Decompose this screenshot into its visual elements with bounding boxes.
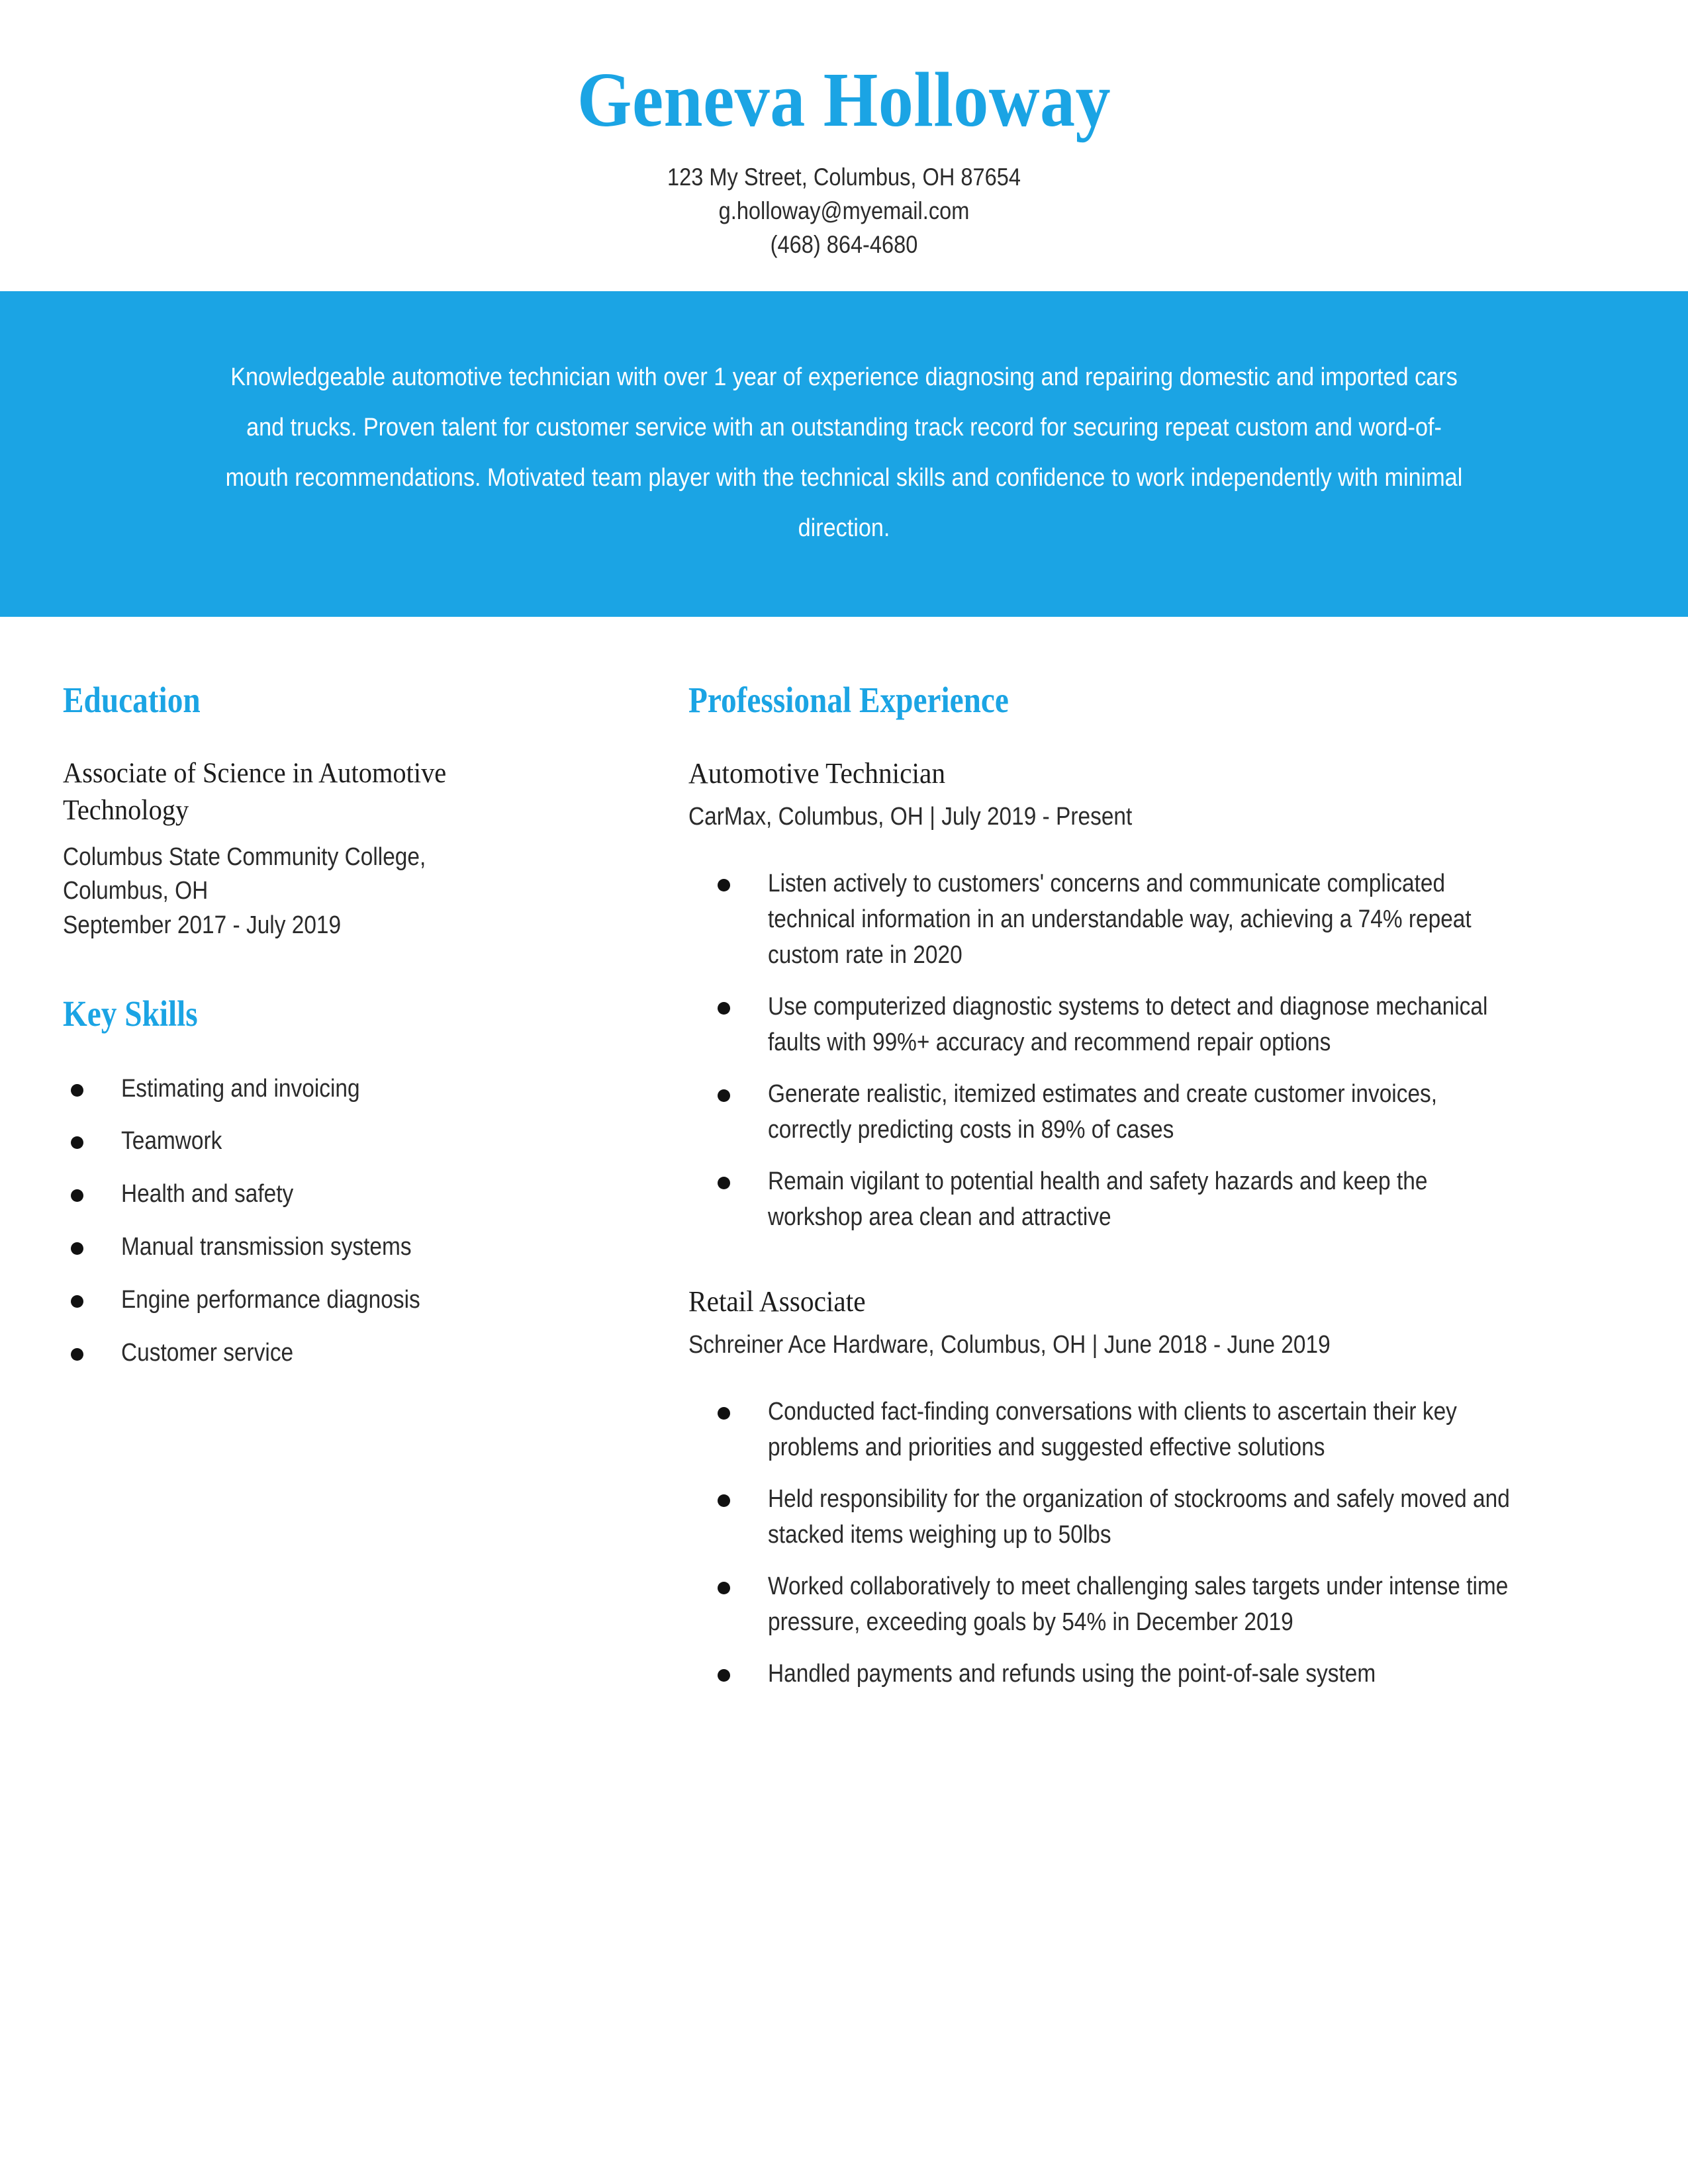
education-dates: September 2017 - July 2019	[63, 911, 342, 939]
job-meta: CarMax, Columbus, OH | July 2019 - Present	[688, 802, 1133, 831]
education-location: Columbus, OH	[63, 877, 209, 905]
list-item	[688, 1164, 1625, 1236]
skill-label: Customer service	[121, 1339, 294, 1367]
list-item	[688, 1657, 1625, 1692]
resume-body	[0, 680, 1688, 1708]
professional-summary-band	[0, 291, 1688, 617]
experience-entry	[688, 755, 1625, 1236]
list-item	[688, 866, 1625, 974]
skill-label: Teamwork	[121, 1127, 222, 1156]
candidate-name: Geneva Holloway	[577, 56, 1111, 143]
right-column	[586, 680, 1625, 1708]
education-heading: Education	[63, 680, 201, 721]
list-item	[63, 1177, 586, 1212]
contact-details	[101, 160, 1587, 261]
contact-address: 123 My Street, Columbus, OH 87654	[667, 163, 1021, 191]
list-item	[688, 1394, 1625, 1466]
job-responsibilities-list	[688, 866, 1625, 1236]
job-meta: Schreiner Ace Hardware, Columbus, OH | June 2018 - June 2019	[688, 1330, 1331, 1359]
skill-label: Engine performance diagnosis	[121, 1286, 420, 1314]
key-skills-list	[63, 1071, 586, 1372]
responsibility-text: Held responsibility for the organization of stockrooms and safely moved and stacked items weighing up to 50lbs	[768, 1484, 1510, 1549]
job-title: Automotive Technician	[688, 756, 946, 790]
list-item	[63, 1283, 586, 1318]
responsibility-text: Worked collaboratively to meet challenging sales targets under intense time pressure, exceeding goals by 54% in December 2019	[768, 1572, 1509, 1636]
education-degree: Associate of Science in Automotive Technology	[63, 757, 447, 827]
education-meta	[63, 841, 523, 942]
key-skills-heading: Key Skills	[63, 993, 198, 1034]
list-item	[63, 1124, 586, 1160]
education-entry	[63, 755, 586, 942]
responsibility-text: Listen actively to customers' concerns and communicate complicated technical information in an understandable way, achieving a 74% repeat custom rate in 2020	[768, 870, 1472, 969]
contact-phone[interactable]: (468) 864-4680	[770, 231, 918, 259]
contact-email[interactable]: g.holloway@myemail.com	[718, 197, 970, 225]
experience-heading: Professional Experience	[688, 680, 1009, 721]
left-column	[63, 680, 586, 1388]
responsibility-text: Use computerized diagnostic systems to detect and diagnose mechanical faults with 99%+ accuracy and recommend repair options	[768, 992, 1488, 1056]
experience-entry	[688, 1283, 1625, 1692]
responsibility-text: Generate realistic, itemized estimates and create customer invoices, correctly predicting costs in 89% of cases	[768, 1079, 1438, 1144]
responsibility-text: Handled payments and refunds using the point-of-sale system	[768, 1659, 1376, 1688]
resume-header	[0, 0, 1688, 261]
list-item	[688, 1569, 1625, 1641]
list-item	[63, 1230, 586, 1265]
skill-label: Health and safety	[121, 1180, 294, 1208]
list-item	[688, 1077, 1625, 1148]
list-item	[688, 1482, 1625, 1553]
responsibility-text: Conducted fact-finding conversations with clients to ascertain their key problems and priorities and suggested effective solutions	[768, 1398, 1457, 1461]
skill-label: Estimating and invoicing	[121, 1074, 360, 1103]
skill-label: Manual transmission systems	[121, 1233, 412, 1261]
list-item	[63, 1336, 586, 1371]
responsibility-text: Remain vigilant to potential health and safety hazards and keep the workshop area clean and attractive	[768, 1167, 1428, 1231]
education-institution: Columbus State Community College,	[63, 843, 426, 872]
job-title: Retail Associate	[688, 1285, 866, 1318]
list-item	[63, 1071, 586, 1107]
job-responsibilities-list	[688, 1394, 1625, 1692]
list-item	[688, 989, 1625, 1061]
professional-summary-text: Knowledgeable automotive technician with over 1 year of experience diagnosing and repairing domestic and imported cars and trucks. Proven talent for customer service with an outstanding track record for securing repeat custom and word-of-mouth recommendations. Motivated team player with the technical skills and confidence to work independently with minimal direction.	[225, 363, 1463, 543]
